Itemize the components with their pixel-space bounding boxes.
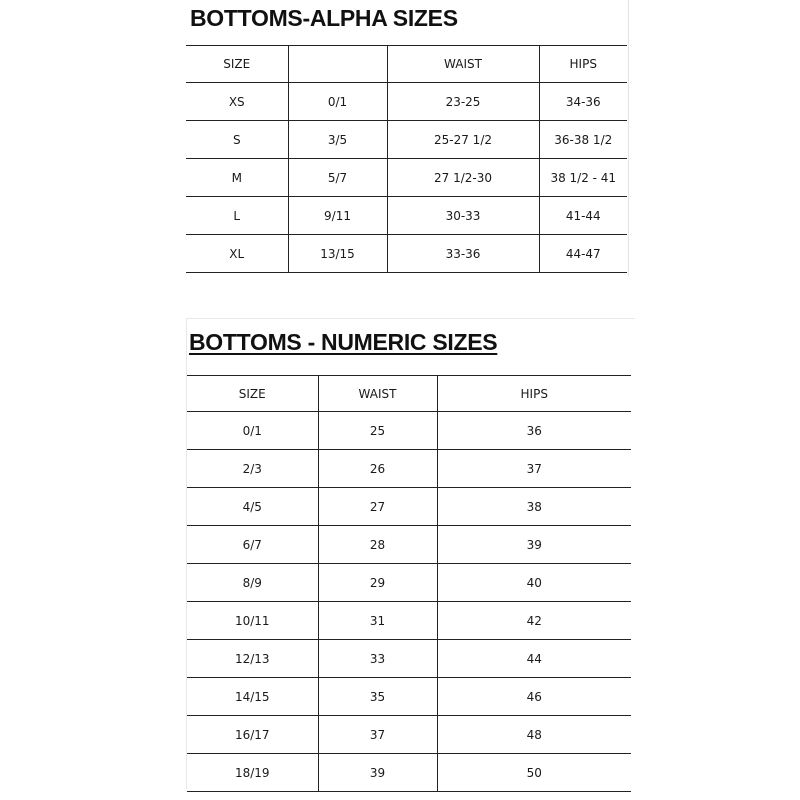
table-row [187, 640, 631, 678]
cell-waist: 25-27 1/2 [387, 121, 539, 159]
alpha-size-table [186, 45, 627, 273]
cell-size: 4/5 [187, 488, 318, 526]
cell-waist: 23-25 [387, 83, 539, 121]
cell-size: S [186, 121, 288, 159]
cell-size: M [186, 159, 288, 197]
header-row [186, 46, 627, 83]
cell-hips: 36 [437, 412, 631, 450]
cell-waist: 26 [318, 450, 437, 488]
alpha-chart-title: BOTTOMS-ALPHA SIZES [190, 5, 458, 31]
cell-hips: 38 [437, 488, 631, 526]
cell-size: 8/9 [187, 564, 318, 602]
cell-numeric-size: 3/5 [288, 121, 387, 159]
cell-size: L [186, 197, 288, 235]
cell-waist: 25 [318, 412, 437, 450]
cell-size: 6/7 [187, 526, 318, 564]
cell-hips: 38 1/2 - 41 [539, 159, 627, 197]
table-row [187, 450, 631, 488]
cell-waist: 27 1/2-30 [387, 159, 539, 197]
cell-size: 12/13 [187, 640, 318, 678]
cell-numeric-size: 13/15 [288, 235, 387, 273]
cell-size: 2/3 [187, 450, 318, 488]
cell-hips: 48 [437, 716, 631, 754]
cell-waist: 37 [318, 716, 437, 754]
cell-hips: 42 [437, 602, 631, 640]
cell-hips: 44-47 [539, 235, 627, 273]
cell-waist: 27 [318, 488, 437, 526]
numeric-size-chart [186, 318, 635, 789]
table-row [186, 159, 627, 197]
cell-size: 10/11 [187, 602, 318, 640]
cell-size: XS [186, 83, 288, 121]
table-row [186, 235, 627, 273]
table-row [187, 564, 631, 602]
header-cell-size: SIZE [187, 376, 318, 412]
cell-size: XL [186, 235, 288, 273]
cell-numeric-size: 9/11 [288, 197, 387, 235]
cell-hips: 39 [437, 526, 631, 564]
table-row [186, 121, 627, 159]
table-row [187, 754, 631, 792]
cell-numeric-size: 0/1 [288, 83, 387, 121]
cell-hips: 37 [437, 450, 631, 488]
header-cell-numeric-size [288, 46, 387, 83]
header-cell-size: SIZE [186, 46, 288, 83]
cell-waist: 31 [318, 602, 437, 640]
table-row [187, 412, 631, 450]
cell-hips: 46 [437, 678, 631, 716]
cell-waist: 35 [318, 678, 437, 716]
cell-hips: 50 [437, 754, 631, 792]
table-row [187, 716, 631, 754]
cell-size: 16/17 [187, 716, 318, 754]
header-cell-waist: WAIST [387, 46, 539, 83]
table-row [186, 83, 627, 121]
alpha-size-chart [186, 0, 629, 276]
header-cell-hips: HIPS [437, 376, 631, 412]
table-row [187, 678, 631, 716]
header-cell-hips: HIPS [539, 46, 627, 83]
cell-hips: 36-38 1/2 [539, 121, 627, 159]
header-cell-waist: WAIST [318, 376, 437, 412]
cell-waist: 39 [318, 754, 437, 792]
cell-numeric-size: 5/7 [288, 159, 387, 197]
cell-hips: 41-44 [539, 197, 627, 235]
numeric-chart-title: BOTTOMS - NUMERIC SIZES [189, 329, 498, 355]
cell-hips: 44 [437, 640, 631, 678]
cell-size: 18/19 [187, 754, 318, 792]
cell-waist: 28 [318, 526, 437, 564]
table-row [187, 602, 631, 640]
cell-waist: 29 [318, 564, 437, 602]
table-row [186, 197, 627, 235]
cell-waist: 30-33 [387, 197, 539, 235]
table-row [187, 488, 631, 526]
cell-waist: 33-36 [387, 235, 539, 273]
cell-hips: 40 [437, 564, 631, 602]
cell-size: 14/15 [187, 678, 318, 716]
cell-hips: 34-36 [539, 83, 627, 121]
cell-waist: 33 [318, 640, 437, 678]
header-row [187, 376, 631, 412]
table-row [187, 526, 631, 564]
numeric-size-table [187, 375, 631, 792]
cell-size: 0/1 [187, 412, 318, 450]
